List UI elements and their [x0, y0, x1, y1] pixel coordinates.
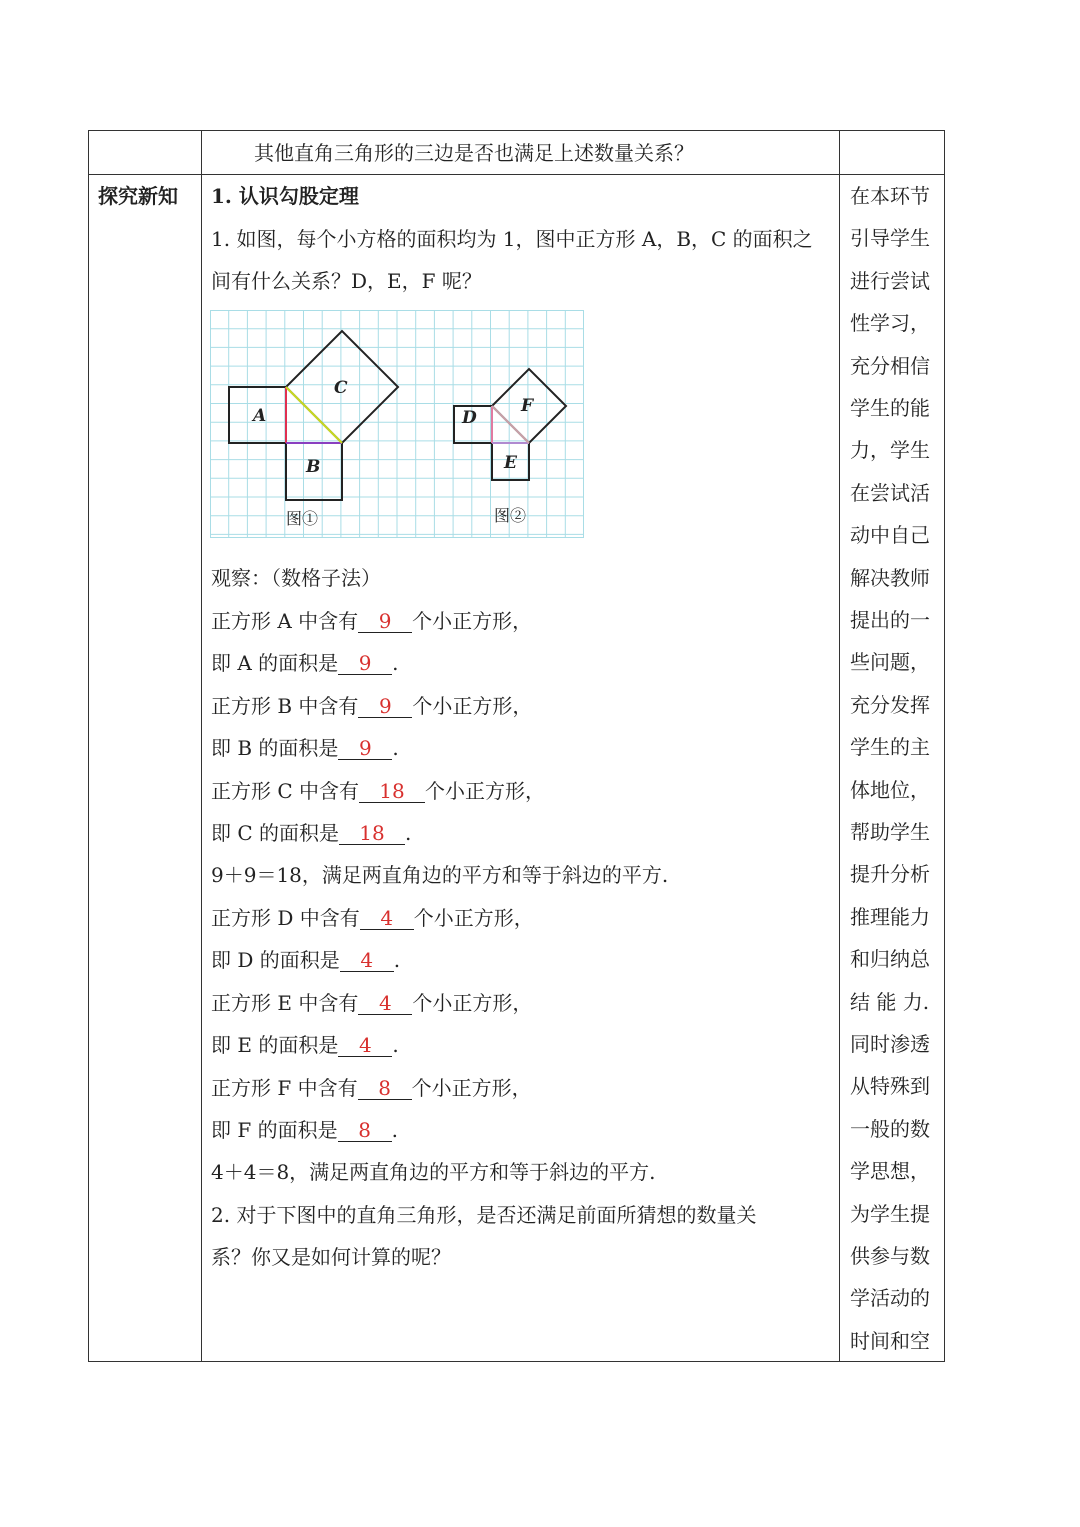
label-f: F	[521, 396, 534, 416]
fill-in-answer: 9	[338, 652, 392, 675]
stage-label: 探究新知	[98, 184, 178, 208]
note-line: 时间和空	[850, 1328, 930, 1353]
label-b: B	[306, 457, 321, 477]
note-line: 同时渗透	[850, 1032, 930, 1056]
note-line: 从特殊到	[850, 1074, 930, 1099]
fill-in-suffix: .	[392, 736, 399, 760]
note-line: 学生的能	[850, 396, 930, 420]
fill-in-line	[211, 1033, 399, 1057]
note-line: 体地位，	[850, 777, 930, 802]
section-heading: 1. 认识勾股定理	[211, 184, 359, 208]
observe-label: 观察：（数格子法）	[211, 566, 381, 590]
fill-in-prompt: 正方形 F 中含有	[211, 1076, 358, 1100]
fill-in-suffix: 个小正方形，	[412, 609, 533, 633]
note-line: 提出的一	[850, 608, 930, 632]
fill-in-answer: 4	[338, 1034, 392, 1057]
fill-in-answer: 9	[358, 695, 412, 718]
fill-in-answer: 4	[358, 992, 412, 1015]
fill-in-prompt: 即 A 的面积是	[211, 651, 339, 675]
fill-in-line	[211, 779, 545, 803]
fill-in-suffix: 个小正方形，	[412, 694, 533, 718]
note-line: 进行尝试	[850, 268, 930, 293]
row-divider	[89, 174, 944, 175]
fill-in-answer: 9	[338, 737, 392, 760]
note-line: 学活动的	[850, 1286, 930, 1311]
note-line: 动中自己	[850, 523, 930, 548]
fill-in-prompt: 即 C 的面积是	[211, 821, 340, 845]
fill-in-suffix: .	[392, 1033, 399, 1057]
note-line: 充分相信	[850, 353, 930, 378]
fill-in-prompt: 即 E 的面积是	[211, 1033, 339, 1057]
fill-in-line	[211, 1118, 398, 1142]
caption-figure-2: 图②	[494, 506, 527, 525]
fill-in-suffix: .	[391, 1118, 398, 1142]
caption-figure-1: 图①	[286, 509, 319, 528]
fill-in-line	[211, 651, 399, 675]
note-line: 供参与数	[850, 1244, 930, 1268]
fill-in-suffix: 个小正方形，	[425, 779, 546, 803]
label-d: D	[462, 408, 477, 428]
label-e: E	[504, 453, 517, 473]
note-line: 引导学生	[850, 226, 930, 251]
conclusion-2: 4＋4＝8，满足两直角边的平方和等于斜边的平方.	[211, 1160, 656, 1184]
fill-in-prompt: 正方形 C 中含有	[211, 779, 360, 803]
fill-in-answer: 18	[339, 822, 405, 845]
fill-in-prompt: 即 F 的面积是	[211, 1118, 338, 1142]
fill-in-answer: 8	[338, 1119, 392, 1142]
fill-in-line	[211, 1076, 532, 1100]
note-line: 性学习，	[850, 311, 930, 336]
label-c: C	[334, 378, 348, 398]
note-line: 力，学生	[850, 438, 930, 463]
question-1-line-2: 间有什么关系？D，E，F 呢？	[211, 269, 482, 293]
fill-in-line	[211, 821, 411, 845]
note-line: 在本环节	[850, 184, 930, 208]
fill-in-suffix: 个小正方形，	[413, 906, 534, 930]
conclusion-1: 9＋9＝18，满足两直角边的平方和等于斜边的平方.	[211, 863, 669, 887]
fill-in-line	[211, 609, 532, 633]
fill-in-answer: 9	[358, 610, 412, 633]
note-line: 在尝试活	[850, 480, 930, 505]
note-line: 提升分析	[850, 862, 930, 887]
note-line: 些问题，	[850, 650, 930, 675]
fill-in-suffix: 个小正方形，	[411, 1076, 532, 1100]
pythagoras-grid-figure	[210, 310, 584, 538]
column-divider-2	[839, 131, 840, 1361]
note-line: 结 能 力.	[850, 989, 930, 1014]
fill-in-line	[211, 736, 399, 760]
note-line: 学生的主	[850, 735, 930, 760]
note-line: 一般的数	[850, 1116, 930, 1141]
question-2-line-1: 2. 对于下图中的直角三角形，是否还满足前面所猜想的数量关	[211, 1203, 757, 1227]
note-line: 为学生提	[850, 1201, 930, 1226]
fill-in-prompt: 正方形 D 中含有	[211, 906, 360, 930]
header-row-text: 其他直角三角形的三边是否也满足上述数量关系？	[254, 141, 694, 165]
fill-in-answer: 8	[358, 1077, 412, 1100]
note-line: 学思想，	[850, 1159, 930, 1184]
fill-in-answer: 4	[360, 907, 414, 930]
fill-in-answer: 18	[359, 780, 425, 803]
fill-in-answer: 4	[340, 949, 394, 972]
fill-in-line	[211, 694, 532, 718]
fill-in-line	[211, 906, 534, 930]
fill-in-prompt: 正方形 B 中含有	[211, 694, 359, 718]
fill-in-suffix: .	[392, 651, 399, 675]
column-divider-1	[201, 131, 202, 1361]
fill-in-prompt: 即 D 的面积是	[211, 948, 340, 972]
note-line: 和归纳总	[850, 947, 930, 972]
fill-in-suffix: .	[405, 821, 412, 845]
note-line: 推理能力	[850, 904, 930, 929]
note-line: 充分发挥	[850, 692, 930, 717]
fill-in-suffix: 个小正方形，	[412, 991, 533, 1015]
note-line: 帮助学生	[850, 820, 930, 844]
fill-in-suffix: .	[393, 948, 401, 972]
question-2-line-2: 系？你又是如何计算的呢？	[211, 1245, 451, 1269]
fill-in-prompt: 正方形 A 中含有	[211, 609, 359, 633]
note-line: 解决教师	[850, 565, 930, 590]
label-a: A	[253, 406, 267, 426]
fill-in-prompt: 正方形 E 中含有	[211, 991, 359, 1015]
question-1-line-1: 1. 如图，每个小方格的面积均为 1，图中正方形 A，B，C 的面积之	[211, 227, 813, 251]
fill-in-line	[211, 991, 532, 1015]
fill-in-prompt: 即 B 的面积是	[211, 736, 339, 760]
fill-in-line	[211, 948, 400, 972]
